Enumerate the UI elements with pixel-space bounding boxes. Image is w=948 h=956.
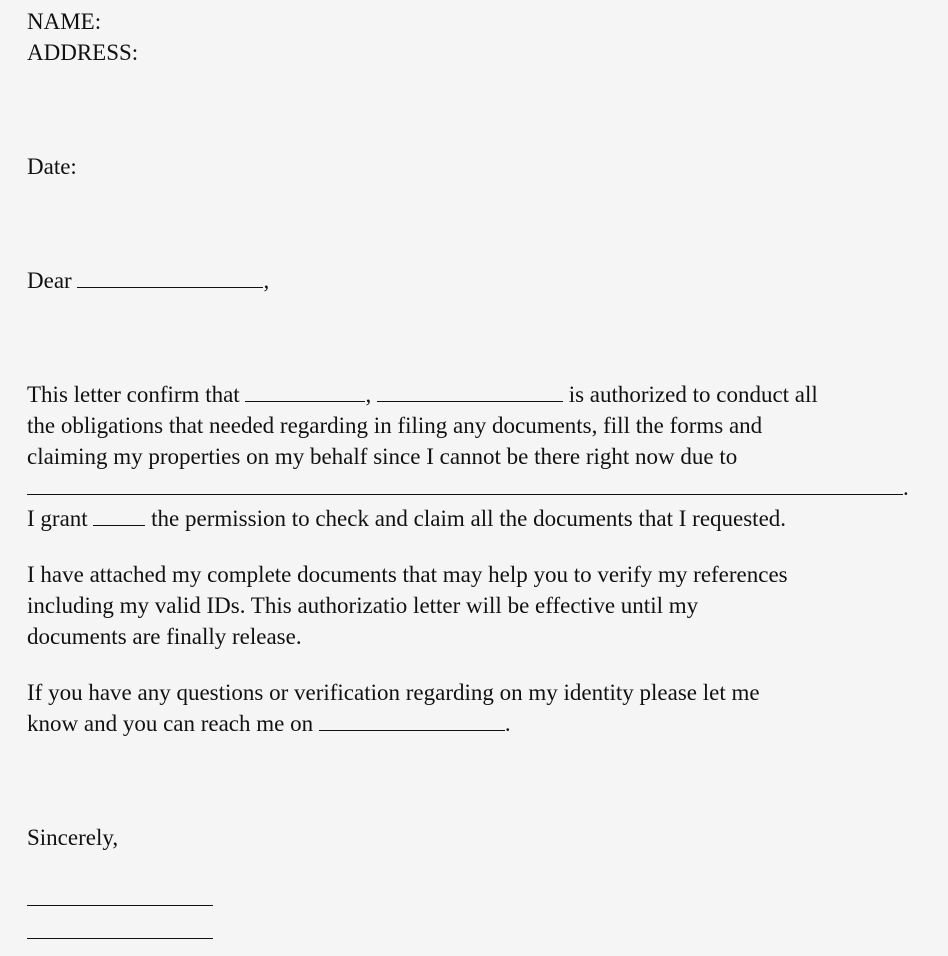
paragraph2-line2: including my valid IDs. This authorizatio letter will be effective until my bbox=[27, 593, 699, 618]
p1-line5-start: I grant bbox=[27, 506, 88, 531]
grantee-blank bbox=[93, 504, 145, 526]
reason-blank bbox=[27, 473, 903, 495]
recipient-blank bbox=[77, 266, 263, 288]
date-label: Date: bbox=[27, 154, 77, 179]
printed-name-line bbox=[27, 938, 213, 939]
p1-line5-end: the permission to check and claim all the documents that I requested. bbox=[151, 506, 787, 531]
salutation-prefix: Dear bbox=[27, 268, 72, 293]
representative-blank-2 bbox=[377, 380, 563, 402]
p3-line2-period: . bbox=[504, 711, 511, 736]
contact-blank bbox=[319, 709, 505, 731]
p1-line1-start: This letter confirm that bbox=[27, 382, 240, 407]
p1-line4-period: . bbox=[903, 475, 909, 500]
paragraph1-line4 bbox=[27, 472, 909, 503]
paragraph3-line2 bbox=[27, 708, 511, 739]
paragraph2-line1: I have attached my complete documents that may help you to verify my references bbox=[27, 562, 788, 587]
paragraph2-line3: documents are finally release. bbox=[27, 624, 302, 649]
p1-line1-end: is authorized to conduct all bbox=[568, 382, 818, 407]
signature-line bbox=[27, 905, 213, 906]
paragraph1-line2: the obligations that needed regarding in filing any documents, fill the forms and bbox=[27, 413, 763, 438]
address-label: ADDRESS: bbox=[27, 40, 139, 65]
salutation bbox=[27, 265, 269, 296]
name-label: NAME: bbox=[27, 9, 102, 34]
sign-off: Sincerely, bbox=[27, 825, 119, 850]
representative-blank-1 bbox=[245, 380, 365, 402]
p1-line1-comma: , bbox=[365, 382, 372, 407]
salutation-comma: , bbox=[263, 268, 270, 293]
paragraph3-line1: If you have any questions or verification regarding on my identity please let me bbox=[27, 680, 760, 705]
paragraph1-line1 bbox=[27, 379, 818, 410]
paragraph1-line3: claiming my properties on my behalf since I cannot be there right now due to bbox=[27, 444, 738, 469]
paragraph1-line5 bbox=[27, 503, 786, 534]
p3-line2-start: know and you can reach me on bbox=[27, 711, 314, 736]
